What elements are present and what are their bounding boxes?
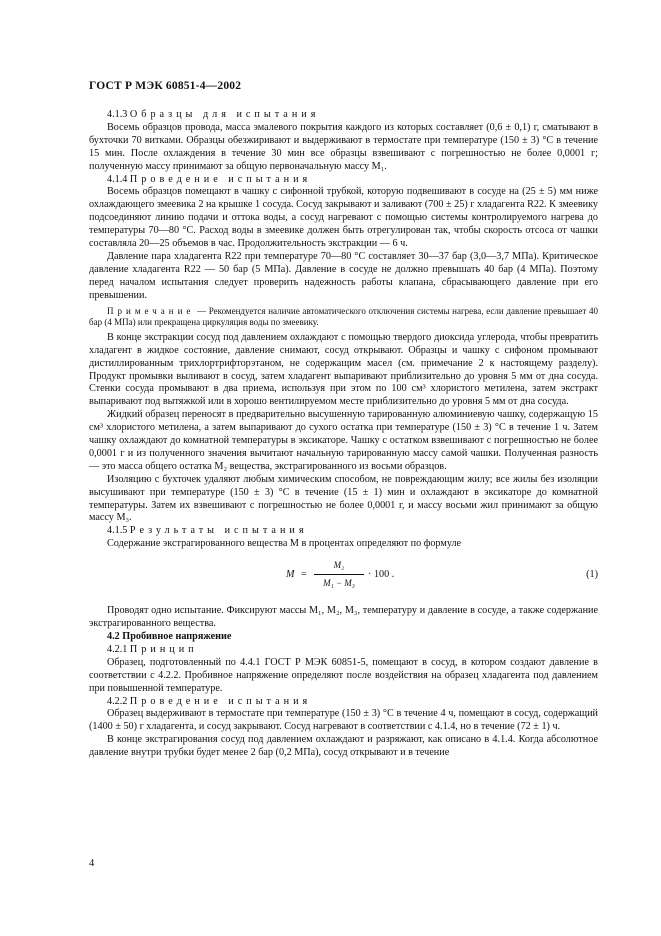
paragraph-4-1-4-b: Давление пара хладагента R22 при температуре 70—80 °С составляет 30—37 бар (3,0—3,7 МПа). Критическое давление хладагента R22 — 50 бар (5 МПа). Давление в сосуде не должно превышать 40 бар (4 МПа). Поэтому перед началом испытания следует проверить надежность работы клапана, сбрасывающего давление при его превышении. — [89, 250, 598, 301]
formula-equals: = — [301, 569, 307, 581]
paragraph-4-1-4-d: Жидкий образец переносят в предварительно высушенную тарированную алюминиевую чашку, содержащую 15 см³ хлористого метилена, а затем выпаривают до сухого остатка при температуре (150 ± 3) °С в течение 1 ч. Затем чашку охлаждают до комнатной температуры в эксикаторе. Чашку с остатком взвешивают с погрешностью не более 0,0001 г и из полученного значения вычитают начальную тарированную массу самой чашки. Полученная разность — это масса общего остатка M₂ вещества, экстрагированного из восьми образцов. — [89, 409, 598, 472]
document-body — [89, 109, 598, 760]
formula-denominator: M₁ − M₃ — [323, 578, 355, 589]
section-4-1-3-heading — [89, 109, 598, 122]
note-text: — Рекомендуется наличие автоматического отключения системы нагрева, если давление превышает 40 бар (4 МПа) или прекращена циркуляция воды по змеевику. — [89, 305, 598, 328]
paragraph-4-1-5: Содержание экстрагированного вещества M в процентах определяют по формуле — [107, 538, 462, 550]
formula-fraction — [314, 559, 364, 590]
section-4-2-1-heading — [89, 644, 598, 657]
section-number: 4.1.3 — [107, 109, 128, 120]
section-4-2-2-heading — [89, 696, 598, 709]
section-4-1-5-heading — [89, 525, 598, 538]
section-4-1-4-heading — [89, 174, 598, 187]
paragraph-4-1-3: Восемь образцов провода, масса эмалевого покрытия каждого из которых составляет (0,6 ± 0,1) г, сматывают в бухточки 70 витками. Образцы обезжиривают и выдерживают в термостате при температуре (150 ± 3) °С в течение 15 мин. После охлаждения в течение 30 мин все образцы взвешивают с погрешностью не более 0,0001 г; полученную массу принимают за общую первоначальную массу M₁. — [89, 121, 598, 172]
note — [89, 306, 598, 329]
section-number: 4.2.1 — [107, 643, 128, 655]
paragraph-4-1-5-b: Проводят одно испытание. Фиксируют массы M₁, M₂, M₃, температуру и давление в сосуде, а также содержание экстрагированного вещества. — [89, 605, 598, 630]
note-label: Примечание — [107, 305, 195, 316]
formula-lhs: M — [286, 569, 295, 581]
page-number: 4 — [89, 858, 95, 869]
section-title: Образцы для испытания — [129, 109, 320, 120]
formula-number: (1) — [586, 569, 598, 581]
section-4-2-heading: 4.2 Пробивное напряжение — [107, 631, 232, 642]
section-number: 4.1.4 — [107, 173, 128, 185]
section-number: 4.1.5 — [107, 525, 128, 537]
paragraph-4-1-4-e: Изоляцию с бухточек удаляют любым химическим способом, не повреждающим жилу; все жилы без изоляции высушивают при температуре (150 ± 3) °С в течение (15 ± 1) мин и охлаждают в эксикаторе до комнатной температуры. Затем их взвешивают с погрешностью не более 0,0001 г, и массу восьми жил принимают за общую массу M₃. — [89, 473, 598, 524]
paragraph-4-2-1: Образец, подготовленный по 4.4.1 ГОСТ Р МЭК 60851-5, помещают в сосуд, в котором создают давление в соответствии с 4.2.2. Пробивное напряжение определяют после воздействия на образец хладагента под давлением при повышенной температуре. — [89, 656, 598, 694]
formula-1 — [89, 555, 598, 599]
formula-numerator: M₂ — [314, 559, 364, 575]
section-title: Принцип — [129, 643, 198, 655]
paragraph-4-1-4-a: Восемь образцов помещают в чашку с сифонной трубкой, которую подвешивают в сосуде на (25 ± 5) мм ниже охлаждающего змеевика 2 на крышке 1 сосуда. Сосуд закрывают и заливают (700 ± 25) г хладагента R22. К змеевику подсоединяют линию подачи и оттока воды, а сосуд нагревают с помощью системы контролируемого нагрева до температуры 70—80 °С. Расход воды в змеевике должен быть отрегулирован так, чтобы скорость отсоса от чашки составляла 20—25 объемов в час. Продолжительность экстракции — 6 ч. — [89, 186, 599, 250]
section-title: Проведение испытания — [129, 695, 312, 707]
section-number: 4.2.2 — [107, 695, 128, 707]
paragraph-4-1-4-c: В конце экстракции сосуд под давлением охлаждают с помощью твердого диоксида углерода, чтобы превратить хладагент в жидкое состояние, давление снимают, сосуд открывают. Образцы и чашку с сифоном промывают дистиллированным трихлортрифторэтаном, не содержащим масел (см. примечание 2 к настоящему разделу). Продукт промывки выливают в сосуд, затем хладагент выпаривают приблизительно до уровня 5 мм от дна сосуда. Стенки сосуда промывают в два приема, используя при этом по 100 см³ хлористого метилена, затем экстракт выпаривают под вытяжкой или в хорошо вентилируемом месте приблизительно до уровня 5 мм от дна сосуда. — [89, 331, 598, 408]
document-header: ГОСТ Р МЭК 60851-4—2002 — [89, 80, 242, 92]
formula-tail: · 100 . — [368, 569, 395, 581]
section-title: Проведение испытания — [129, 173, 312, 185]
paragraph-4-2-2-a: Образец выдерживают в термостате при температуре (150 ± 3) °С в течение 4 ч, помещают в сосуд, содержащий (1400 ± 50) г хладагента, и сосуд закрывают. Сосуд нагревают в соответствии с 4.1.4, но в течение (72 ± 1) ч. — [89, 708, 598, 733]
paragraph-4-2-2-b: В конце экстрагирования сосуд под давлением охлаждают и разряжают, как описано в 4.1.4. Когда абсолютное давление внутри трубки будет менее 2 бар (0,2 МПа), сосуд открывают и в течение — [89, 734, 598, 759]
section-title: Результаты испытания — [129, 525, 308, 537]
